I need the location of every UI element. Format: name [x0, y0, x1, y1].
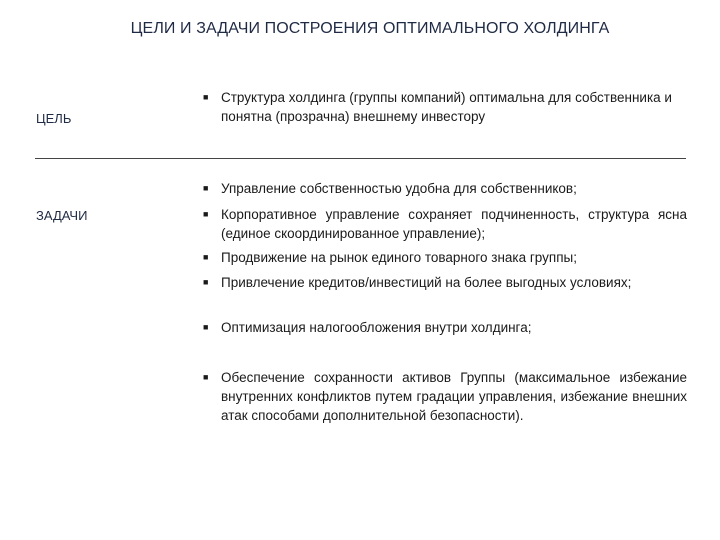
goal-item-text: Структура холдинга (группы компаний) оптимальна для собственника и понятна (прозрачна) внешнему инвестору: [221, 90, 672, 124]
task-item: [203, 248, 687, 267]
square-bullet-icon: ■: [203, 183, 209, 193]
goal-item: [203, 88, 687, 126]
section-divider: [35, 158, 686, 159]
task-item: [203, 368, 687, 425]
square-bullet-icon: ■: [203, 277, 209, 287]
task-item-text: Оптимизация налогообложения внутри холдинга;: [221, 320, 532, 335]
page-title: ЦЕЛИ И ЗАДАЧИ ПОСТРОЕНИЯ ОПТИМАЛЬНОГО ХОЛДИНГА: [130, 20, 610, 37]
task-item-text: Корпоративное управление сохраняет подчиненность, структура ясна (единое скоординированное управление);: [221, 207, 687, 241]
task-item: [203, 179, 687, 198]
square-bullet-icon: ■: [203, 252, 209, 262]
task-item: [203, 318, 687, 337]
goal-label: ЦЕЛЬ: [36, 111, 72, 126]
task-item-text: Привлечение кредитов/инвестиций на более выгодных условиях;: [221, 275, 632, 290]
square-bullet-icon: ■: [203, 322, 209, 332]
task-item-text: Управление собственностью удобна для собственников;: [221, 181, 577, 196]
task-item-text: Продвижение на рынок единого товарного знака группы;: [221, 250, 577, 265]
task-item-text: Обеспечение сохранности активов Группы (максимальное избежание внутренних конфликтов путем градации управления, избежание внешних атак способами дополнительной безопасности).: [221, 370, 687, 423]
tasks-label: ЗАДАЧИ: [36, 208, 88, 223]
square-bullet-icon: ■: [203, 372, 209, 382]
square-bullet-icon: ■: [203, 209, 209, 219]
task-item: [203, 205, 687, 243]
square-bullet-icon: ■: [203, 92, 209, 102]
task-item: [203, 273, 687, 292]
